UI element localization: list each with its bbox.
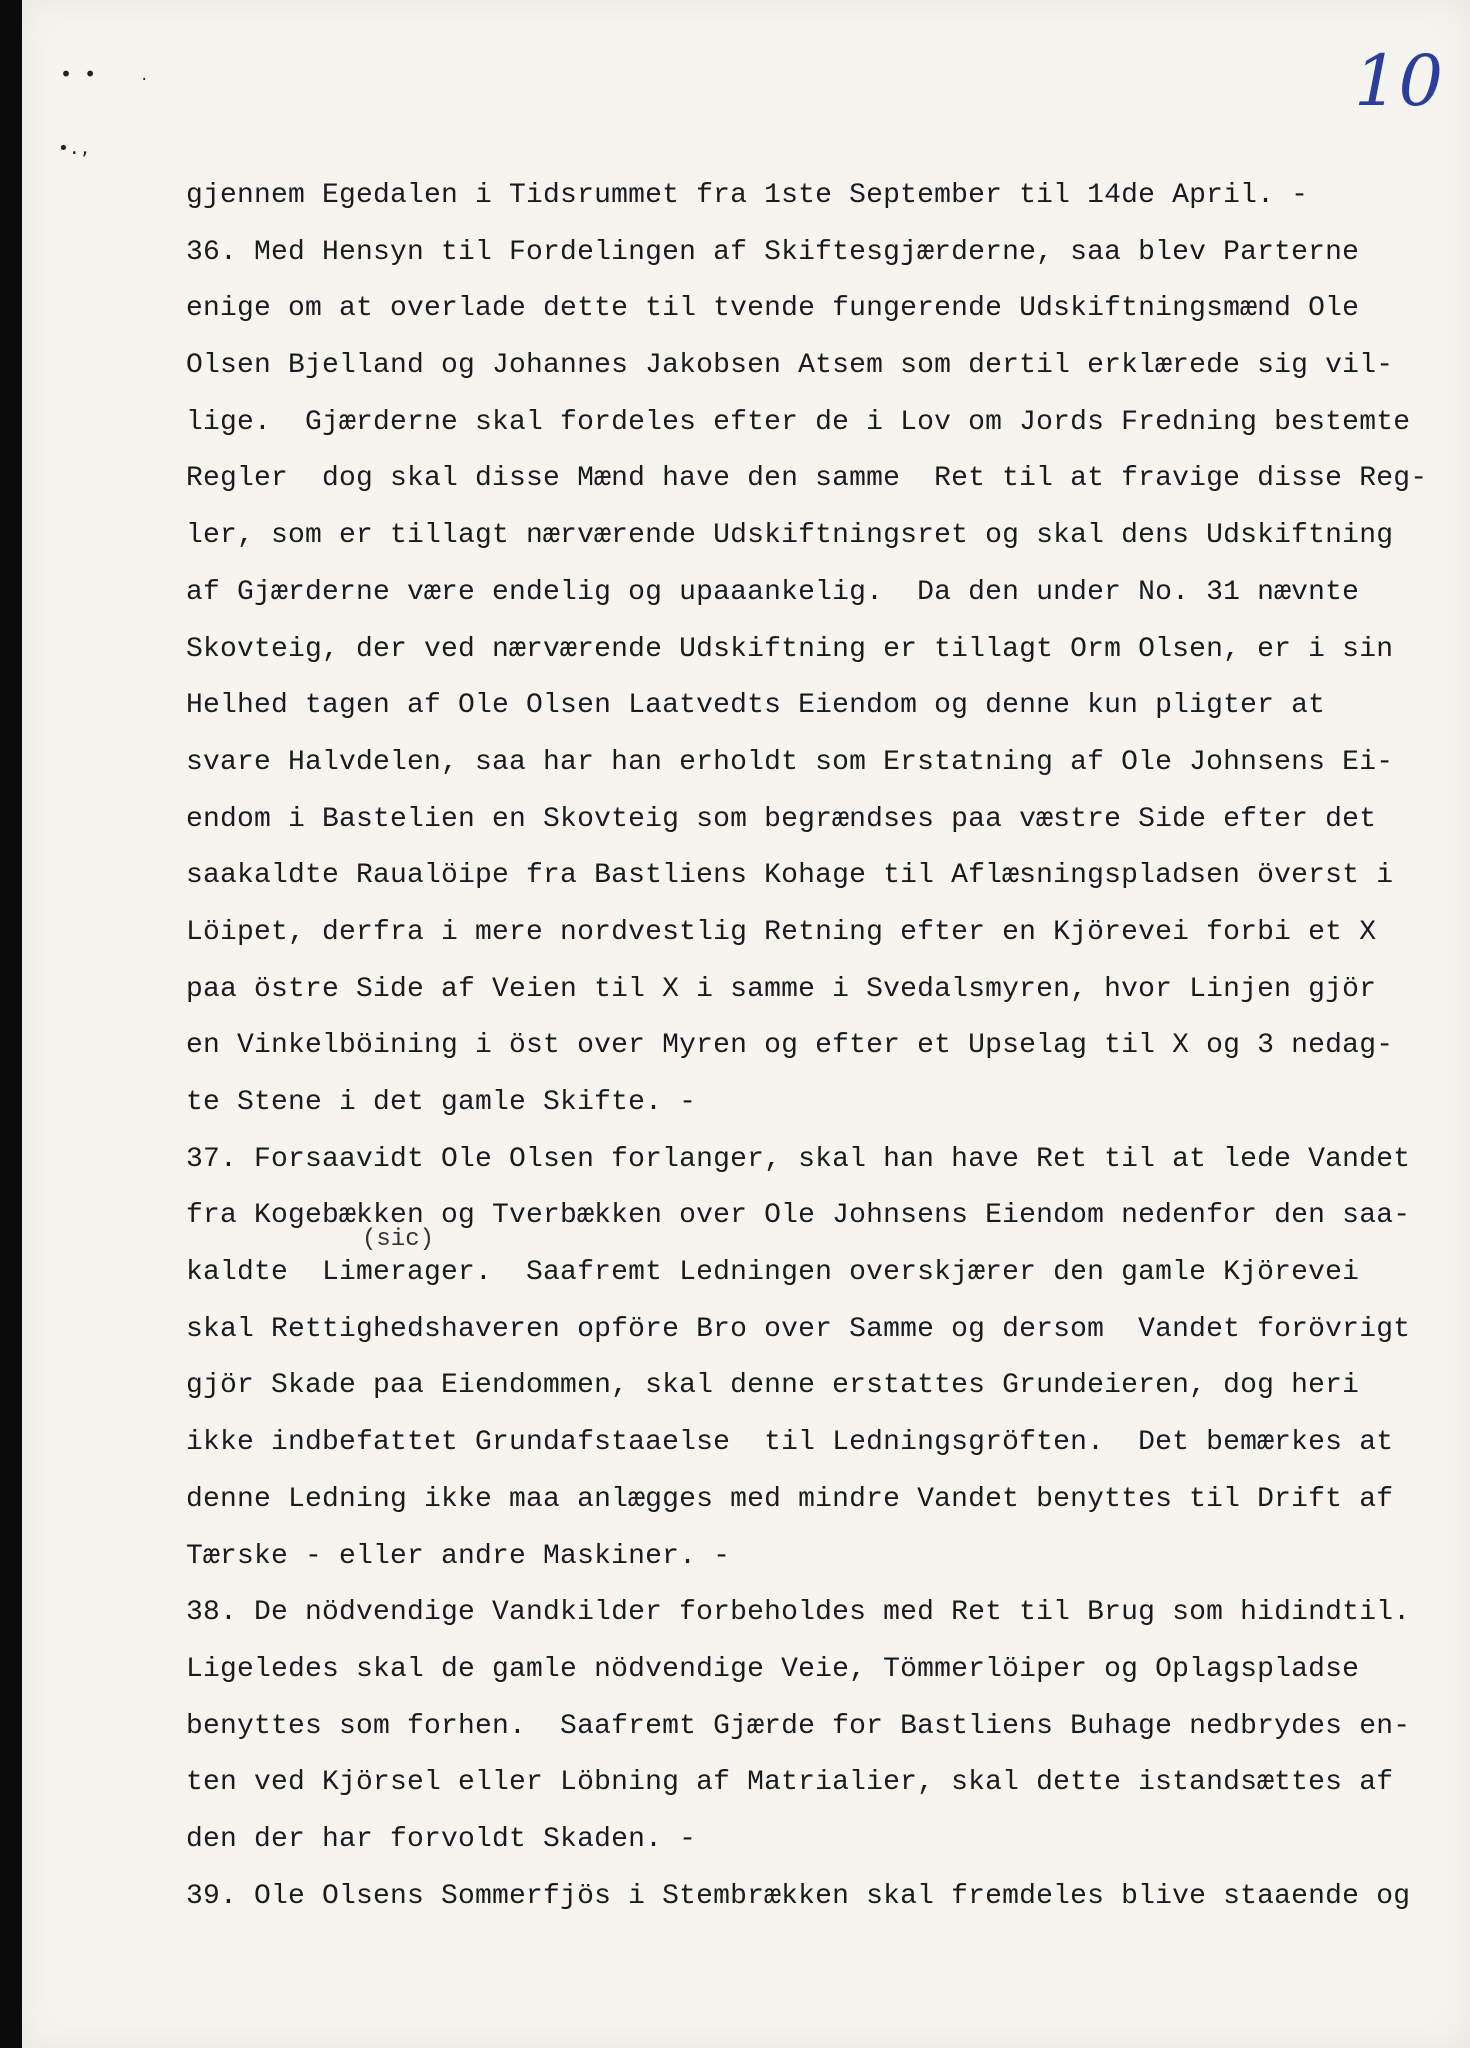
margin-speck: · <box>140 72 149 88</box>
text-line: benyttes som forhen. Saafremt Gjærde for Bastliens Buhage nedbrydes en- <box>186 1710 1411 1742</box>
text-line: 36. Med Hensyn til Fordelingen af Skiftesgjærderne, saa blev Parterne <box>186 236 1360 268</box>
text-line: Ligeledes skal de gamle nödvendige Veie, Tömmerlöiper og Oplagspladse <box>186 1653 1360 1685</box>
text-line: denne Ledning ikke maa anlægges med mindre Vandet benyttes til Drift af <box>186 1483 1394 1515</box>
text-line: skal Rettighedshaveren opföre Bro over Samme og dersom Vandet forövrigt <box>186 1313 1411 1345</box>
text-line: te Stene i det gamle Skifte. - <box>186 1087 697 1118</box>
page-number: 10 <box>1354 40 1444 122</box>
text-line: paa östre Side af Veien til X i samme i Svedalsmyren, hvor Linjen gjör <box>186 973 1377 1005</box>
text-line: kaldte Limerager. Saafremt Ledningen overskjærer den gamle Kjörevei <box>186 1257 1360 1289</box>
text-line: Tærske - eller andre Maskiner. - <box>186 1540 731 1572</box>
text-line: ten ved Kjörsel eller Löbning af Matrialier, skal dette istandsættes af <box>186 1767 1394 1799</box>
text-line: Olsen Bjelland og Johannes Jakobsen Atsem som dertil erklærede sig vil- <box>186 350 1394 382</box>
text-line: gjennem Egedalen i Tidsrummet fra 1ste September til 14de April. - <box>186 180 1309 211</box>
text-line: Helhed tagen af Ole Olsen Laatvedts Eiendom og denne kun pligter at <box>186 690 1326 722</box>
handwritten-annotation: (sic) <box>362 1226 435 1253</box>
margin-speck: •., <box>58 138 91 159</box>
text-line: af Gjærderne være endelig og upaaankelig. Da den under No. 31 nævnte <box>186 576 1360 608</box>
margin-speck: • • <box>60 62 97 86</box>
typed-text-body <box>186 168 1456 1925</box>
text-line: ikke indbefattet Grundafstaaelse til Ledningsgröften. Det bemærkes at <box>186 1427 1394 1459</box>
text-line: Löipet, derfra i mere nordvestlig Retning efter en Kjörevei forbi et X <box>186 916 1377 948</box>
text-line: ler, som er tillagt nærværende Udskiftningsret og skal dens Udskiftning <box>186 520 1394 552</box>
text-line: lige. Gjærderne skal fordeles efter de i Lov om Jords Fredning bestemte <box>186 406 1411 438</box>
text-line: Regler dog skal disse Mænd have den samme Ret til at fravige disse Reg- <box>186 463 1428 495</box>
text-line: en Vinkelböining i öst over Myren og efter et Upselag til X og 3 nedag- <box>186 1030 1394 1062</box>
text-line: gjör Skade paa Eiendommen, skal denne erstattes Grundeieren, dog heri <box>186 1370 1360 1402</box>
text-line: 39. Ole Olsens Sommerfjös i Stembrækken skal fremdeles blive staaende og <box>186 1880 1411 1912</box>
text-line: den der har forvoldt Skaden. - <box>186 1823 697 1855</box>
text-line: saakaldte Raualöipe fra Bastliens Kohage til Aflæsningspladsen överst i <box>186 860 1394 892</box>
text-line: 37. Forsaavidt Ole Olsen forlanger, skal han have Ret til at lede Vandet <box>186 1143 1411 1175</box>
text-line: 38. De nödvendige Vandkilder forbeholdes med Ret til Brug som hidindtil. <box>186 1597 1411 1629</box>
text-line: endom i Bastelien en Skovteig som begrændses paa væstre Side efter det <box>186 803 1377 835</box>
text-line: svare Halvdelen, saa har han erholdt som Erstatning af Ole Johnsens Ei- <box>186 746 1394 778</box>
text-line: fra Kogebækken og Tverbækken over Ole Johnsens Eiendom nedenfor den saa- <box>186 1200 1411 1232</box>
document-page <box>22 0 1470 2048</box>
text-line: enige om at overlade dette til tvende fungerende Udskiftningsmænd Ole <box>186 293 1360 325</box>
text-line: Skovteig, der ved nærværende Udskiftning er tillagt Orm Olsen, er i sin <box>186 633 1394 665</box>
